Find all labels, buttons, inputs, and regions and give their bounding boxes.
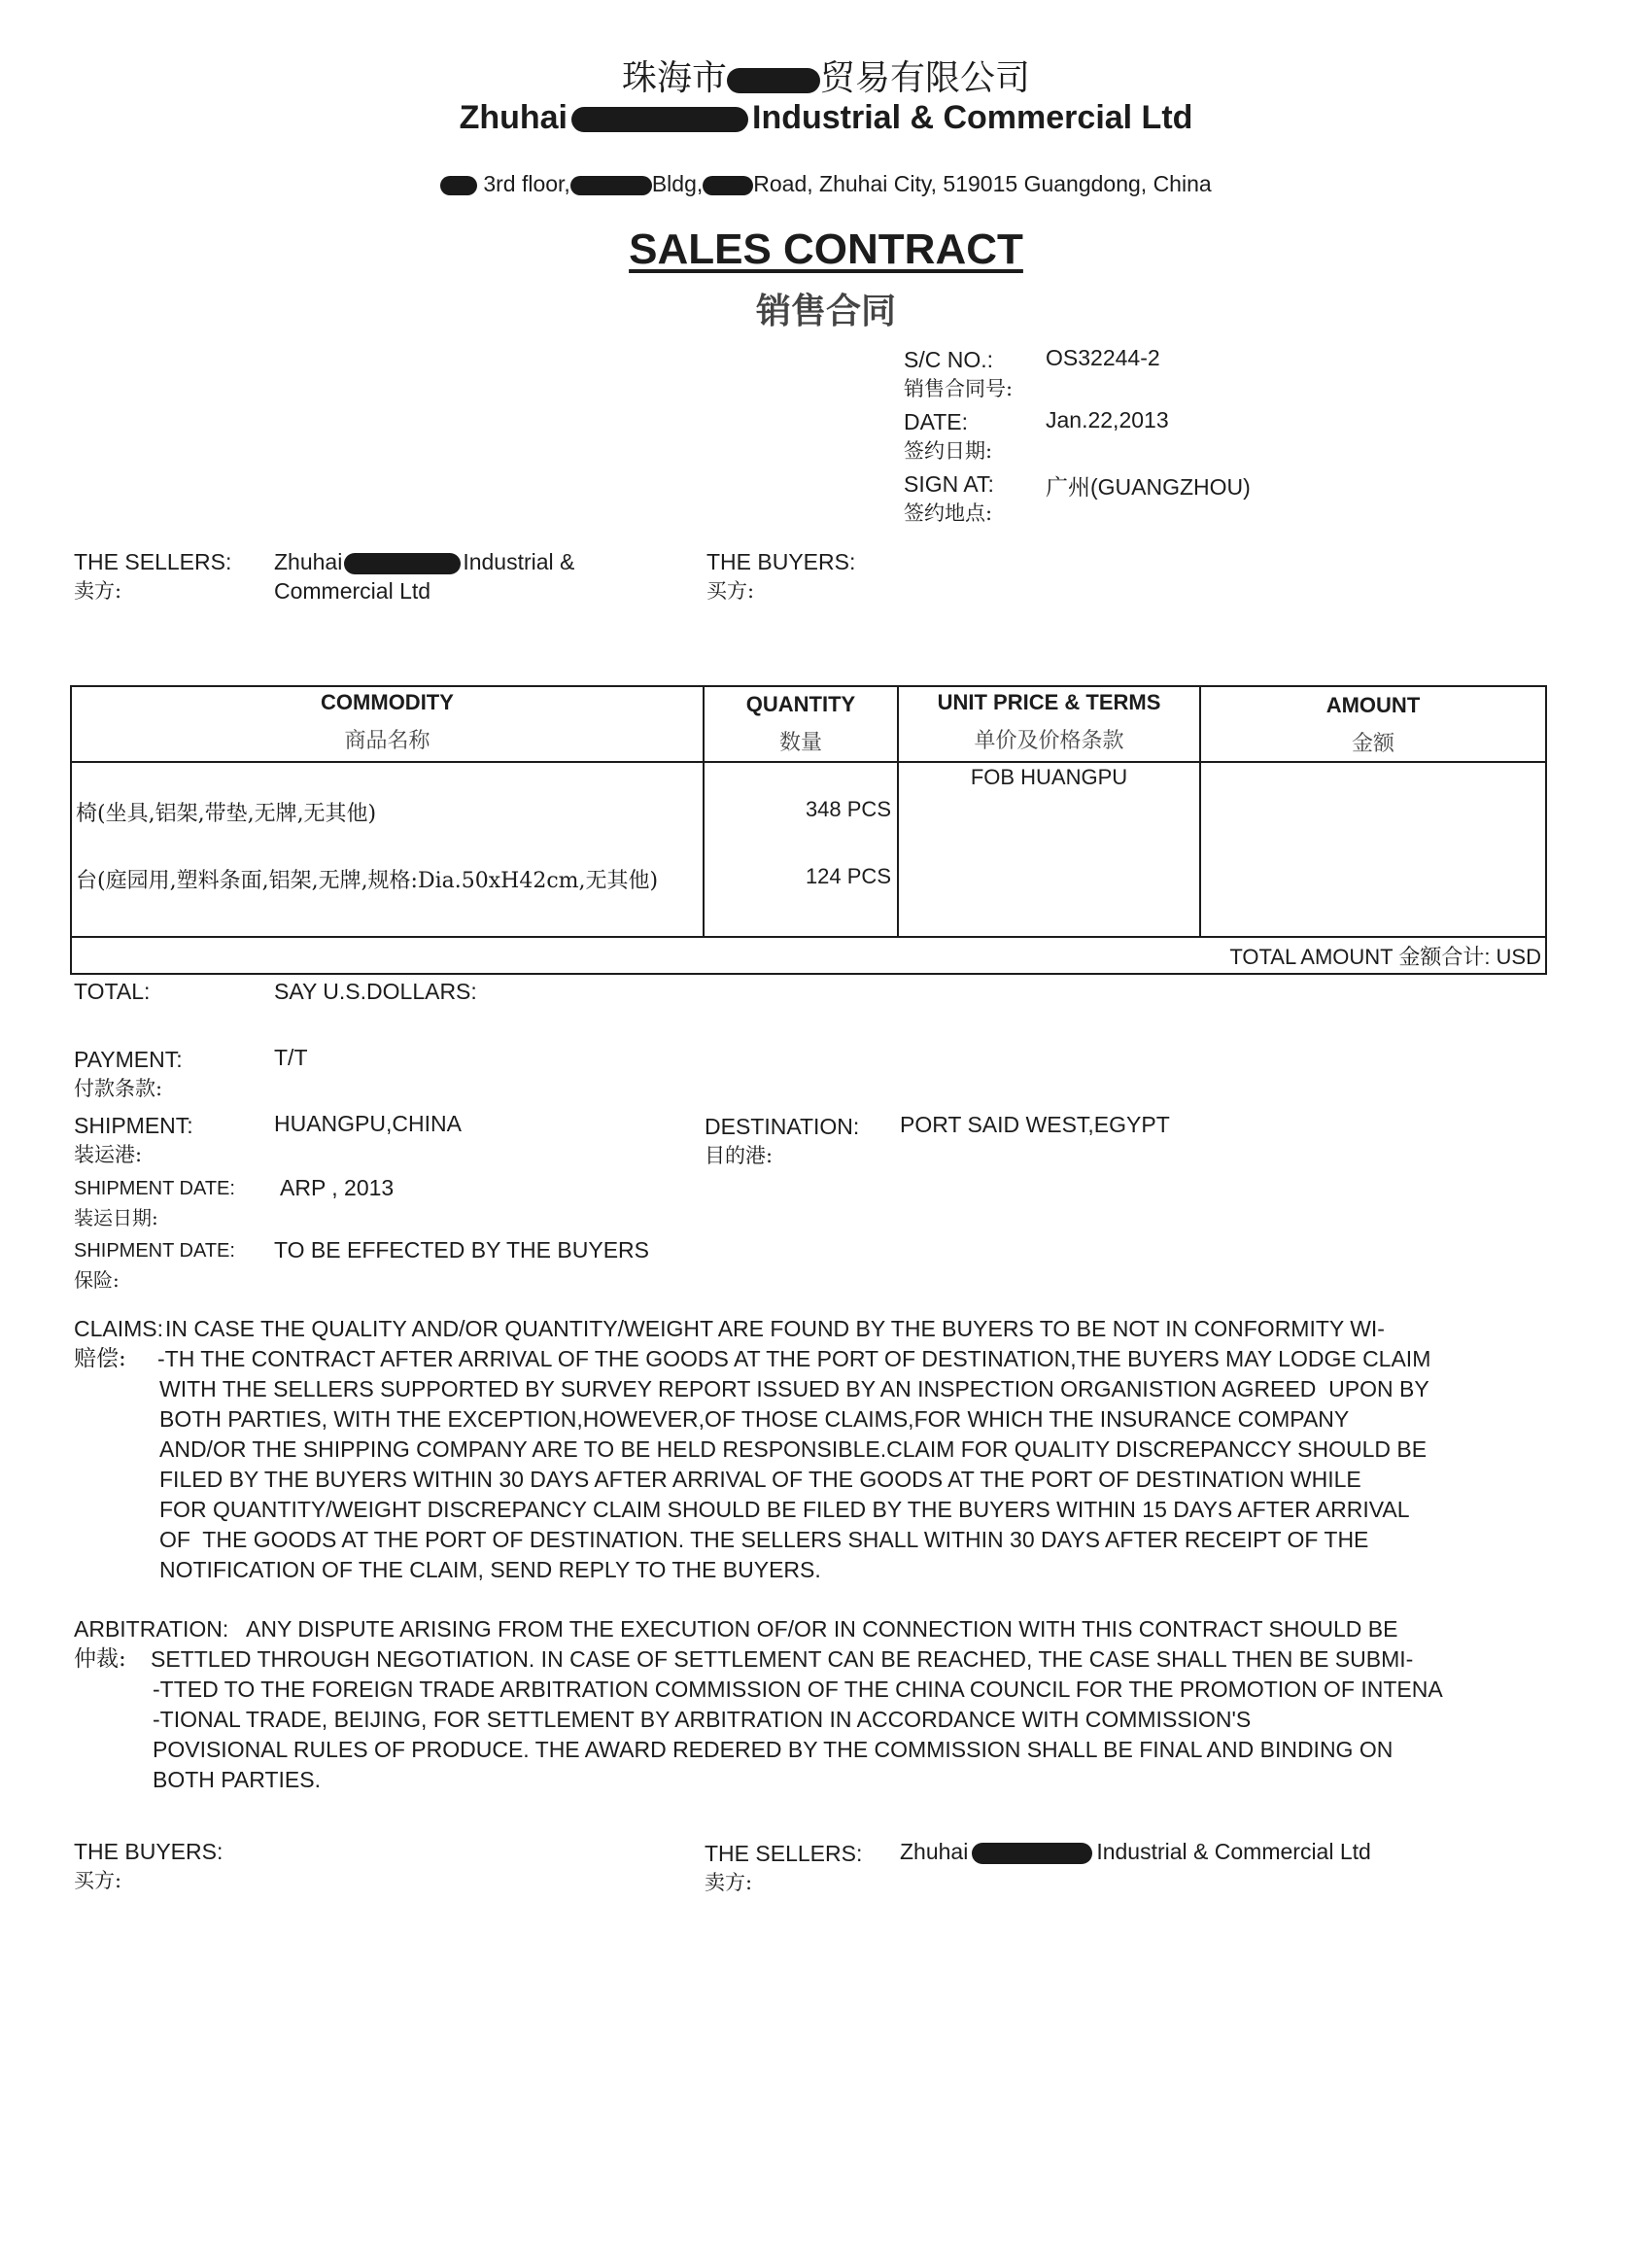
sign-at-label: SIGN AT: 签约地点:: [904, 471, 994, 525]
table-row-quantity: 124 PCS: [805, 864, 891, 888]
header-divider: [72, 761, 1545, 763]
table-row-commodity: 台(庭园用,塑料条面,铝架,无牌,规格:Dia.50xH42cm,无其他): [76, 869, 659, 893]
column-header-amount-cn: 金额: [1351, 732, 1394, 756]
claims-label-cn: 赔偿:: [74, 1346, 126, 1371]
signature-sellers-value: Zhuhai Industrial & Commercial Ltd: [900, 1839, 1371, 1864]
shipment-value: HUANGPU,CHINA: [274, 1111, 462, 1136]
company-address: 3rd floor, Bldg, Road, Zhuhai City, 519015 Guangdong, China: [0, 171, 1652, 197]
total-label: TOTAL:: [74, 979, 151, 1004]
claims-line: IN CASE THE QUALITY AND/OR QUANTITY/WEIGHT ARE FOUND BY THE BUYERS TO BE NOT IN CONFORMITY WI-: [165, 1316, 1385, 1341]
claims-line: FOR QUANTITY/WEIGHT DISCREPANCY CLAIM SHOULD BE FILED BY THE BUYERS WITHIN 15 DAYS AFTER ARRIVAL: [159, 1497, 1410, 1522]
arbitration-line: SETTLED THROUGH NEGOTIATION. IN CASE OF SETTLEMENT CAN BE REACHED, THE CASE SHALL THEN BE SUBMI-: [151, 1646, 1414, 1672]
buyers-label: THE BUYERS: 买方:: [706, 549, 856, 603]
sc-no-value: OS32244-2: [1046, 345, 1160, 370]
company-name-cn: 珠海市 贸易有限公司: [621, 58, 1031, 98]
sc-no-label: S/C NO.: 销售合同号:: [904, 347, 1014, 400]
date-value: Jan.22,2013: [1046, 407, 1169, 432]
column-header-commodity: COMMODITY: [321, 690, 454, 714]
payment-value: T/T: [274, 1045, 308, 1070]
sign-at-value: 广州(GUANGZHOU): [1046, 474, 1251, 500]
redaction-mark: [972, 1843, 1092, 1864]
redaction-mark: [703, 176, 753, 195]
sellers-label: THE SELLERS: 卖方:: [74, 549, 232, 603]
table-row-quantity: 348 PCS: [805, 797, 891, 821]
arbitration-line: BOTH PARTIES.: [153, 1767, 321, 1792]
redaction-mark: [344, 553, 461, 574]
arbitration-line: -TIONAL TRADE, BEIJING, FOR SETTLEMENT BY ARBITRATION IN ACCORDANCE WITH COMMISSION'S: [153, 1707, 1252, 1732]
claims-line: -TH THE CONTRACT AFTER ARRIVAL OF THE GOODS AT THE PORT OF DESTINATION,THE BUYERS MAY LODGE CLAIM: [157, 1346, 1431, 1371]
redaction-mark: [570, 176, 652, 195]
price-terms: FOB HUANGPU: [970, 765, 1128, 789]
shipment-date-label: SHIPMENT DATE: 装运日期:: [74, 1178, 235, 1229]
arbitration-label: ARBITRATION:: [74, 1616, 229, 1642]
table-row-commodity: 椅(坐具,铝架,带垫,无牌,无其他): [76, 802, 377, 826]
column-divider: [1199, 687, 1201, 938]
redaction-mark: [727, 68, 820, 93]
redaction-mark: [571, 107, 748, 132]
date-label: DATE: 签约日期:: [904, 409, 993, 463]
claims-label: CLAIMS:: [74, 1316, 164, 1341]
claims-line: BOTH PARTIES, WITH THE EXCEPTION,HOWEVER,OF THOSE CLAIMS,FOR WHICH THE INSURANCE COMPANY: [159, 1406, 1350, 1432]
arbitration-line: POVISIONAL RULES OF PRODUCE. THE AWARD REDERED BY THE COMMISSION SHALL BE FINAL AND BINDING ON: [153, 1737, 1394, 1762]
claims-line: WITH THE SELLERS SUPPORTED BY SURVEY REPORT ISSUED BY AN INSPECTION ORGANISTION AGREED UPON BY: [159, 1376, 1429, 1401]
total-amount: TOTAL AMOUNT 金额合计: USD: [1229, 945, 1541, 969]
payment-label: PAYMENT: 付款条款:: [74, 1047, 183, 1100]
total-value: SAY U.S.DOLLARS:: [274, 979, 477, 1004]
claims-line: FILED BY THE BUYERS WITHIN 30 DAYS AFTER ARRIVAL OF THE GOODS AT THE PORT OF DESTINATION WHILE: [159, 1467, 1361, 1492]
shipment-label: SHIPMENT: 装运港:: [74, 1113, 193, 1166]
signature-buyers-label: THE BUYERS: 买方:: [74, 1839, 224, 1892]
claims-line: AND/OR THE SHIPPING COMPANY ARE TO BE HELD RESPONSIBLE.CLAIM FOR QUALITY DISCREPANCCY SHOULD BE: [159, 1436, 1428, 1462]
column-header-unit-price-cn: 单价及价格条款: [974, 729, 1124, 753]
insurance-label: SHIPMENT DATE: 保险:: [74, 1240, 235, 1292]
column-header-commodity-cn: 商品名称: [344, 729, 430, 753]
arbitration-line: -TTED TO THE FOREIGN TRADE ARBITRATION COMMISSION OF THE CHINA COUNCIL FOR THE PROMOTION OF INTENA: [153, 1677, 1443, 1702]
claims-line: NOTIFICATION OF THE CLAIM, SEND REPLY TO THE BUYERS.: [159, 1557, 821, 1582]
arbitration-line: ANY DISPUTE ARISING FROM THE EXECUTION OF/OR IN CONNECTION WITH THIS CONTRACT SHOULD BE: [246, 1616, 1398, 1642]
company-name-en: Zhuhai Industrial & Commercial Ltd: [459, 99, 1193, 136]
claims-line: OF THE GOODS AT THE PORT OF DESTINATION. THE SELLERS SHALL WITHIN 30 DAYS AFTER RECEIPT OF THE: [159, 1527, 1369, 1552]
goods-table: [70, 685, 1547, 975]
sellers-value: Zhuhai Industrial & Commercial Ltd: [274, 549, 575, 604]
total-divider: [72, 936, 1545, 938]
column-header-amount: AMOUNT: [1325, 693, 1421, 717]
document-title-cn: 销售合同: [755, 291, 896, 331]
insurance-value: TO BE EFFECTED BY THE BUYERS: [274, 1237, 649, 1262]
arbitration-label-cn: 仲裁:: [74, 1646, 126, 1672]
column-header-quantity: QUANTITY: [745, 692, 856, 716]
column-header-unit-price: UNIT PRICE & TERMS: [937, 690, 1161, 714]
document-title: SALES CONTRACT: [629, 225, 1023, 273]
column-header-quantity-cn: 数量: [778, 731, 822, 755]
signature-sellers-label: THE SELLERS: 卖方:: [705, 1841, 863, 1894]
destination-value: PORT SAID WEST,EGYPT: [900, 1112, 1170, 1137]
redaction-mark: [440, 176, 477, 195]
shipment-date-value: ARP , 2013: [280, 1175, 395, 1200]
destination-label: DESTINATION: 目的港:: [705, 1114, 860, 1167]
